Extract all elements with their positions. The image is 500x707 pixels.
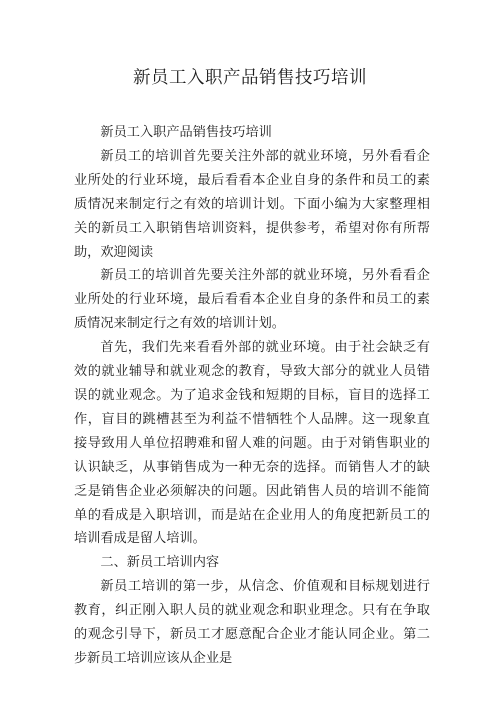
document-body bbox=[74, 121, 430, 671]
paragraph-training-steps: 新员工培训的第一步，从信念、价值观和目标规划进行教育，纠正刚入职人员的就业观念和职业理念。只有在争取的观念引导下，新员工才愿意配合企业才能认同企业。第二步新员工培训应该从企业是 bbox=[74, 579, 430, 666]
paragraph-subtitle: 新员工入职产品销售技巧培训 bbox=[100, 125, 272, 140]
paragraph-repeat: 新员工的培训首先要关注外部的就业环境，另外看看企业所处的行业环境，最后看看本企业自身的条件和员工的素质情况来制定行之有效的培训计划。 bbox=[74, 268, 430, 332]
paragraph-environment: 首先，我们先来看看外部的就业环境。由于社会缺乏有效的就业辅导和就业观念的教育，导致大部分的就业人员错误的就业观念。为了追求金钱和短期的目标，盲目的选择工作，盲目的跳槽甚至为利益不惜牺牲个人品牌。这一现象直接导致用人单位招聘难和留人难的问题。由于对销售职业的认识缺乏，从事销售成为一种无奈的选择。而销售人才的缺乏是销售企业必须解决的问题。因此销售人员的培训不能简单的看成是入职培训，而是站在企业用人的角度把新员工的培训看成是留人培训。 bbox=[74, 340, 430, 547]
paragraph-intro: 新员工的培训首先要关注外部的就业环境，另外看看企业所处的行业环境，最后看看本企业自身的条件和员工的素质情况来制定行之有效的培训计划。下面小编为大家整理相关的新员工入职销售培训资料，提供参考，希望对你有所帮助，欢迎阅读 bbox=[74, 148, 430, 260]
document-title: 新员工入职产品销售技巧培训 bbox=[133, 68, 367, 88]
section-heading-training-content: 二、新员工培训内容 bbox=[100, 555, 220, 571]
